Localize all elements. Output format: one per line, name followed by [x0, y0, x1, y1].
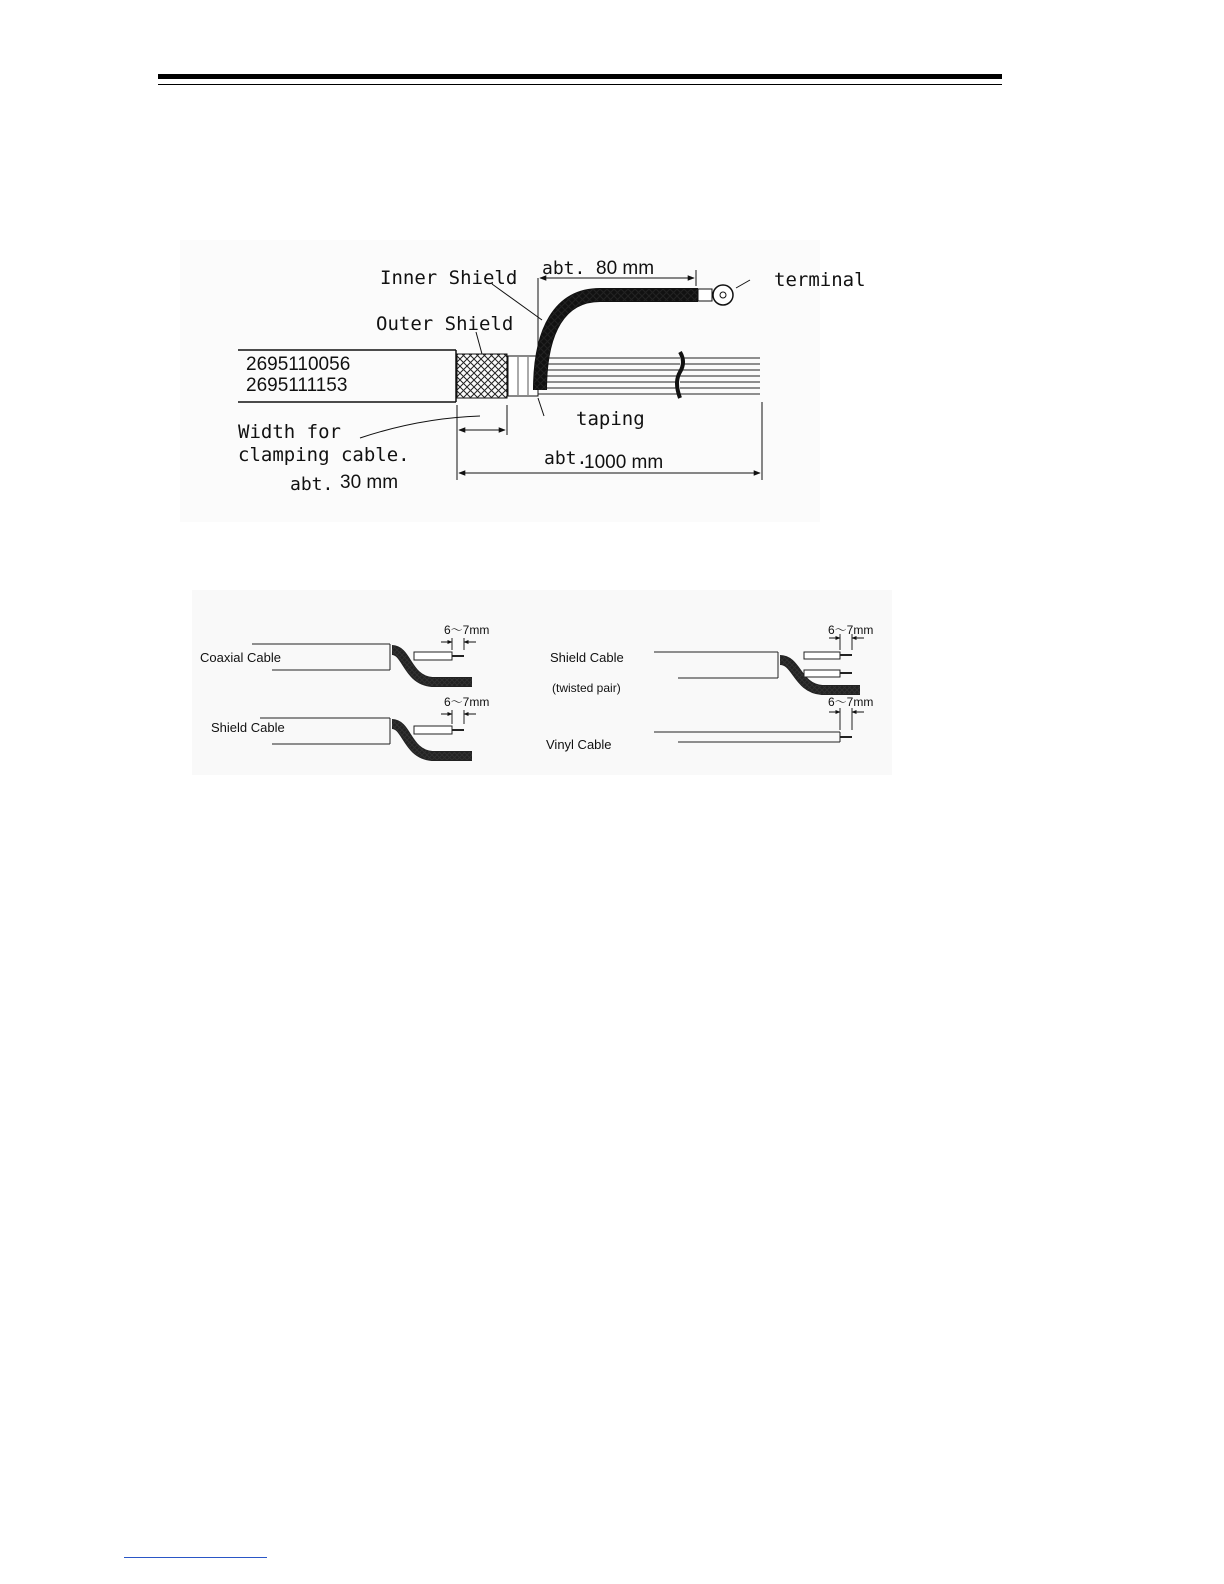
strip-length-vinyl: 6～7mm — [828, 695, 874, 709]
shield-cable-drawing — [260, 710, 476, 756]
cable-shield-diagram — [180, 240, 866, 522]
outer-shield-label: Outer Shield — [376, 313, 514, 335]
vinyl-cable-drawing — [654, 708, 864, 742]
terminal-crimp — [698, 289, 712, 301]
outer-shield-braid — [457, 354, 507, 398]
header-rule-thin — [158, 84, 1002, 85]
width-label-line2: clamping cable. — [238, 444, 410, 466]
twisted-pair-label: (twisted pair) — [552, 681, 621, 695]
shield-cable-label: Shield Cable — [211, 720, 285, 735]
abt-80-prefix: abt. — [542, 258, 586, 279]
vinyl-cable-label: Vinyl Cable — [546, 737, 612, 752]
inner-conductors — [538, 358, 760, 394]
coaxial-cable-label: Coaxial Cable — [200, 650, 281, 665]
taping-label: taping — [576, 408, 645, 430]
cable-number-2: 2695111153 — [246, 375, 348, 396]
coaxial-cable-drawing — [252, 638, 476, 682]
strip-length-coaxial: 6～7mm — [444, 623, 490, 637]
dim-30-value: 30 mm — [340, 472, 399, 493]
abt-1000-prefix: abt. — [544, 448, 588, 469]
dim-1000-value: 1000 mm — [584, 452, 664, 473]
inner-shield-label: Inner Shield — [380, 267, 518, 289]
header-rule-thick — [158, 74, 1002, 79]
cable-number-1: 2695110056 — [246, 354, 351, 375]
strip-length-shield: 6～7mm — [444, 695, 490, 709]
cable-break-mark — [677, 352, 683, 398]
strip-length-twisted: 6～7mm — [828, 623, 874, 637]
shield-cable-twisted-label: Shield Cable — [550, 650, 624, 665]
terminal-label: terminal — [774, 269, 866, 291]
cable-ends-diagram — [192, 590, 892, 775]
twisted-pair-cable-drawing — [654, 634, 864, 690]
abt-30-prefix: abt. — [290, 474, 334, 495]
dim-80-value: 80 mm — [596, 258, 655, 279]
footer-link-underline[interactable] — [124, 1557, 267, 1558]
width-label-line1: Width for — [238, 421, 341, 443]
